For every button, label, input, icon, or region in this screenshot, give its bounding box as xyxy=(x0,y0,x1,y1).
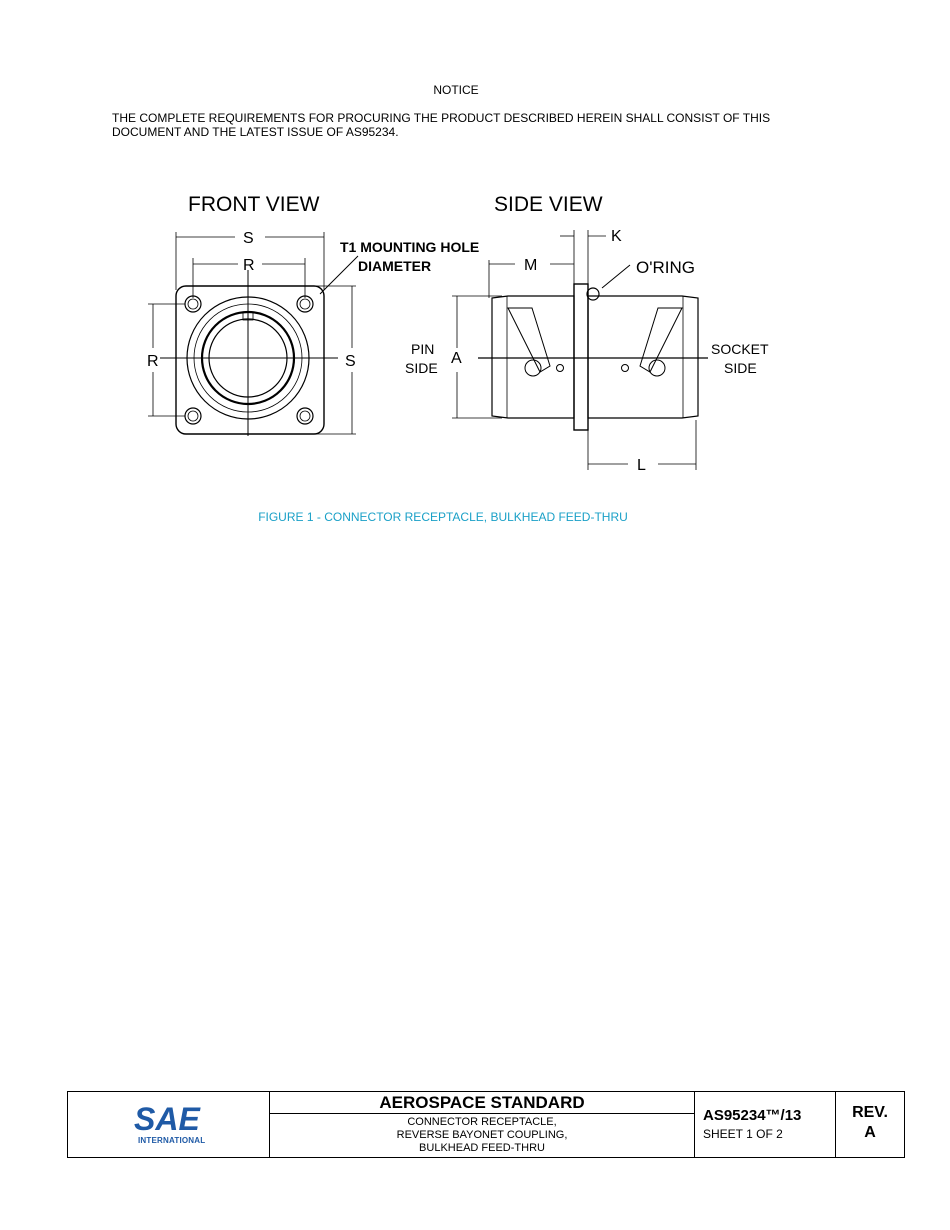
side-view-title: SIDE VIEW xyxy=(494,193,603,216)
title-block xyxy=(67,1091,905,1158)
sheet-number: SHEET 1 OF 2 xyxy=(703,1127,783,1141)
front-view-drawing xyxy=(147,230,358,436)
t1-label-line1: T1 MOUNTING HOLE xyxy=(340,239,480,255)
logo-cell xyxy=(68,1092,270,1157)
dim-m: M xyxy=(524,257,538,274)
dim-r-top: R xyxy=(243,257,255,274)
sae-logo-icon xyxy=(134,1102,204,1134)
revision-value: A xyxy=(864,1124,876,1141)
notice-title: NOTICE xyxy=(433,83,479,97)
standard-description xyxy=(270,1116,694,1155)
revision-label: REV. xyxy=(852,1104,888,1121)
socket-side-line1: SOCKET xyxy=(711,341,769,357)
document-cell xyxy=(695,1092,836,1157)
t1-label-line2: DIAMETER xyxy=(358,258,432,274)
revision-cell xyxy=(836,1092,904,1157)
description-line: BULKHEAD FEED-THRU xyxy=(419,1142,545,1154)
description-line: CONNECTOR RECEPTACLE, xyxy=(407,1116,557,1128)
dim-s-right: S xyxy=(345,353,356,370)
dim-s-top: S xyxy=(243,230,254,247)
standard-heading: AEROSPACE STANDARD xyxy=(270,1092,694,1114)
logo-mark-text: SAE xyxy=(134,1102,200,1134)
front-view-title: FRONT VIEW xyxy=(188,193,320,216)
dim-r-left: R xyxy=(147,353,159,370)
connector-figure xyxy=(130,180,810,480)
dim-a: A xyxy=(451,350,462,367)
pin-side-line2: SIDE xyxy=(405,360,438,376)
pin-side-line1: PIN xyxy=(411,341,435,357)
dim-k: K xyxy=(611,228,622,245)
socket-side-line2: SIDE xyxy=(724,360,757,376)
oring-label: O'RING xyxy=(636,258,695,277)
dim-l: L xyxy=(637,457,646,474)
logo-text: INTERNATIONAL xyxy=(138,1136,206,1145)
notice-text: THE COMPLETE REQUIREMENTS FOR PROCURING THE PRODUCT DESCRIBED HEREIN SHALL CONSIST OF THIS DOCUMENT AND THE LATEST ISSUE OF AS95234. xyxy=(112,111,771,139)
description-cell xyxy=(270,1092,695,1157)
document-number: AS95234™/13 xyxy=(703,1107,802,1124)
description-line: REVERSE BAYONET COUPLING, xyxy=(396,1129,568,1141)
figure-caption: FIGURE 1 - CONNECTOR RECEPTACLE, BULKHEAD FEED-THRU xyxy=(258,510,628,524)
